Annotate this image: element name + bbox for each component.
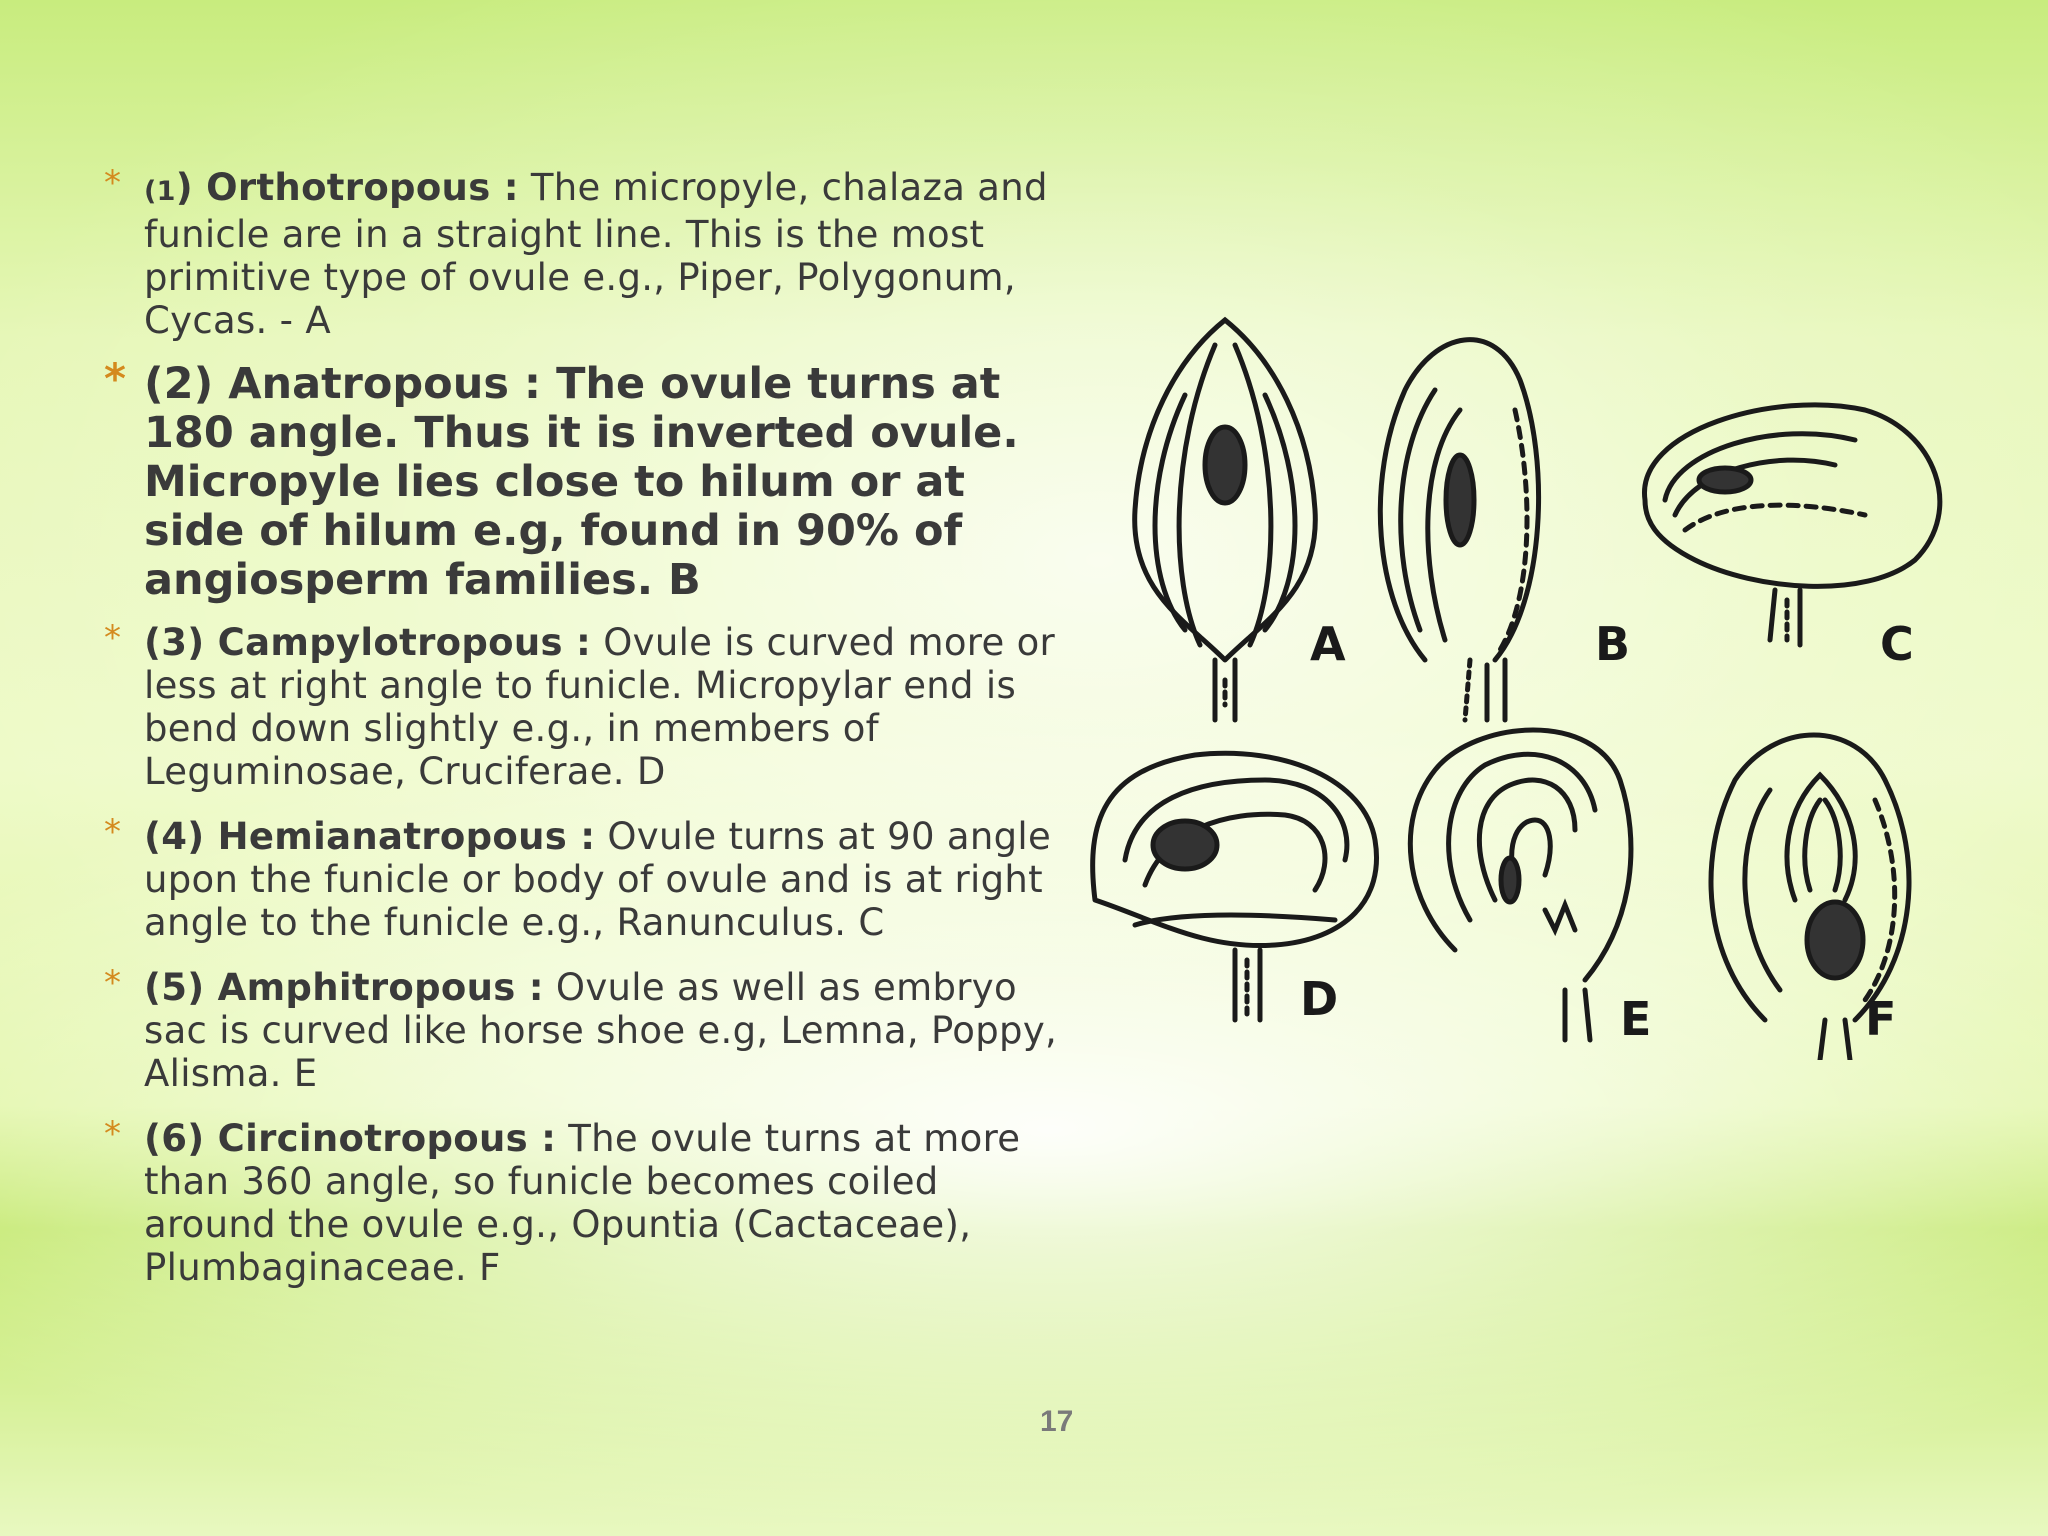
list-item-orthotropous [104, 163, 1064, 342]
list-item-hemianatropous [104, 812, 1064, 944]
item-term: (4) Hemianatropous : [144, 815, 596, 858]
figure-label-f: F [1865, 992, 1897, 1046]
item-number-close: ) [175, 166, 207, 209]
item-term: (6) Circinotropous : [144, 1117, 557, 1160]
bullet-star-icon: * [104, 354, 126, 403]
ovule-types-figure [1075, 300, 1985, 1060]
ovule-diagram-b [1380, 340, 1538, 720]
ovule-diagram-c [1644, 405, 1939, 645]
bullet-star-icon: * [104, 1114, 122, 1154]
item-text: Ovule turns at 90 angle upon the funicle or body of ovule and is at right angle to the funicle e.g., Ranunculus. C [144, 815, 1052, 944]
page-number: 17 [1040, 1405, 1074, 1438]
figure-label-b: B [1595, 617, 1631, 671]
bullet-star-icon: * [104, 618, 122, 658]
item-number: (1 [144, 176, 176, 207]
bullet-star-icon: * [104, 163, 122, 203]
figure-label-d: D [1300, 972, 1339, 1026]
item-text: (2) Anatropous : The ovule turns at 180 angle. Thus it is inverted ovule. Micropyle lies close to hilum or at side of hilum e.g, found in 90% of angiosperm families. B [144, 359, 1019, 605]
list-item-amphitropous [104, 963, 1064, 1095]
figure-label-c: C [1880, 617, 1914, 671]
list-item-anatropous [104, 354, 1064, 605]
bullet-star-icon: * [104, 812, 122, 852]
item-term: (5) Amphitropous : [144, 966, 544, 1009]
item-text: The ovule turns at more than 360 angle, so funicle becomes coiled around the ovule e.g., Opuntia (Cactaceae), Plumbaginaceae. F [144, 1117, 1021, 1289]
bullet-star-icon: * [104, 963, 122, 1003]
item-text: Ovule as well as embryo sac is curved like horse shoe e.g, Lemna, Poppy, Alisma. E [144, 966, 1058, 1095]
item-text: The micropyle, chalaza and funicle are in a straight line. This is the most primitive type of ovule e.g., Piper, Polygonum, Cycas. - A [144, 166, 1048, 342]
item-text: Ovule is curved more or less at right angle to funicle. Micropylar end is bend down slightly e.g., in members of Leguminosae, Cruciferae. D [144, 621, 1056, 793]
ovule-diagram-e [1410, 730, 1631, 1040]
ovule-types-list [104, 163, 1064, 1311]
figure-label-e: E [1620, 992, 1652, 1046]
item-term: (3) Campylotropous : [144, 621, 592, 664]
list-item-circinotropous [104, 1114, 1064, 1289]
item-term: Orthotropous : [206, 166, 519, 209]
list-item-campylotropous [104, 618, 1064, 793]
ovule-diagram-a [1135, 320, 1316, 720]
figure-label-a: A [1310, 617, 1346, 671]
